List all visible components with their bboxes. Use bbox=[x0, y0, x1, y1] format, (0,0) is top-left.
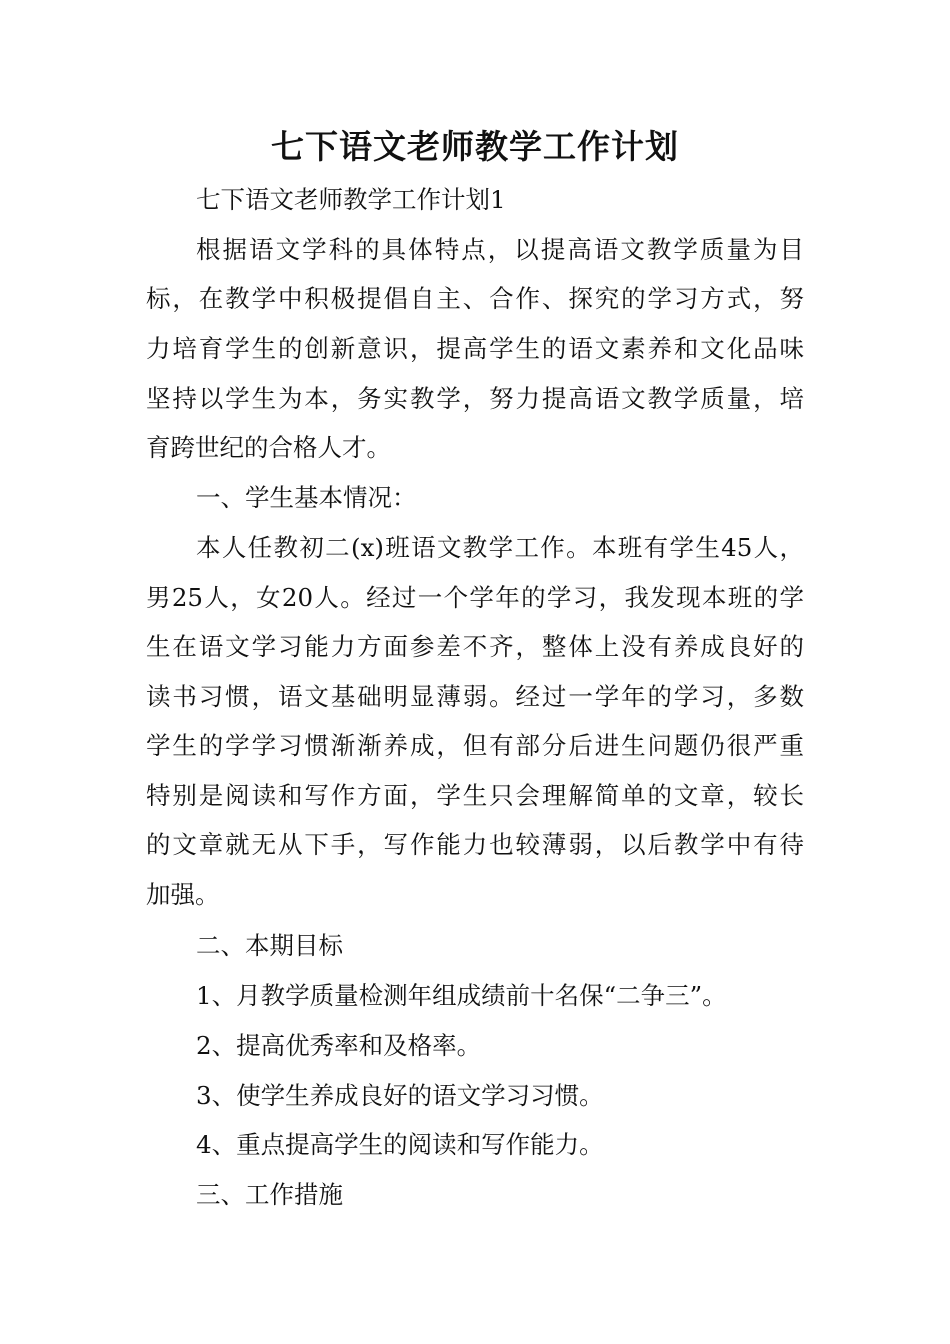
section-heading-measures: 三、工作措施 bbox=[196, 1180, 343, 1209]
paragraph-line: 学生的学学习惯渐渐养成，但有部分后进生问题仍很严重 bbox=[146, 731, 804, 760]
section-heading-plan-1: 七下语文老师教学工作计划1 bbox=[196, 185, 506, 214]
goal-item: 4、重点提高学生的阅读和写作能力。 bbox=[196, 1130, 604, 1159]
section-heading-goals: 二、本期目标 bbox=[196, 931, 343, 960]
paragraph-line: 本人任教初二(x)班语文教学工作。本班有学生45人， bbox=[196, 533, 804, 562]
paragraph-line: 特别是阅读和写作方面，学生只会理解简单的文章，较长 bbox=[146, 781, 804, 810]
paragraph-line: 标，在教学中积极提倡自主、合作、探究的学习方式，努 bbox=[146, 284, 804, 313]
paragraph-line: 生在语文学习能力方面参差不齐，整体上没有养成良好的 bbox=[146, 632, 804, 661]
document-title: 七下语文老师教学工作计划 bbox=[271, 127, 679, 166]
paragraph-line: 读书习惯，语文基础明显薄弱。经过一学年的学习，多数 bbox=[146, 682, 804, 711]
goal-item: 2、提高优秀率和及格率。 bbox=[196, 1031, 482, 1060]
paragraph-line: 根据语文学科的具体特点，以提高语文教学质量为目 bbox=[196, 235, 804, 264]
paragraph-line: 力培育学生的创新意识，提高学生的语文素养和文化品味 bbox=[146, 334, 804, 363]
paragraph-line: 坚持以学生为本，务实教学，努力提高语文教学质量，培 bbox=[146, 384, 804, 413]
paragraph-line: 的文章就无从下手，写作能力也较薄弱，以后教学中有待 bbox=[146, 830, 804, 859]
paragraph-line: 加强。 bbox=[146, 880, 220, 909]
paragraph-line: 育跨世纪的合格人才。 bbox=[146, 433, 391, 462]
goal-item: 1、月教学质量检测年组成绩前十名保“二争三”。 bbox=[196, 981, 727, 1010]
goal-item: 3、使学生养成良好的语文学习习惯。 bbox=[196, 1081, 604, 1110]
section-heading-student-situation: 一、学生基本情况： bbox=[196, 483, 417, 512]
paragraph-line: 男25人，女20人。经过一个学年的学习，我发现本班的学 bbox=[146, 583, 804, 612]
